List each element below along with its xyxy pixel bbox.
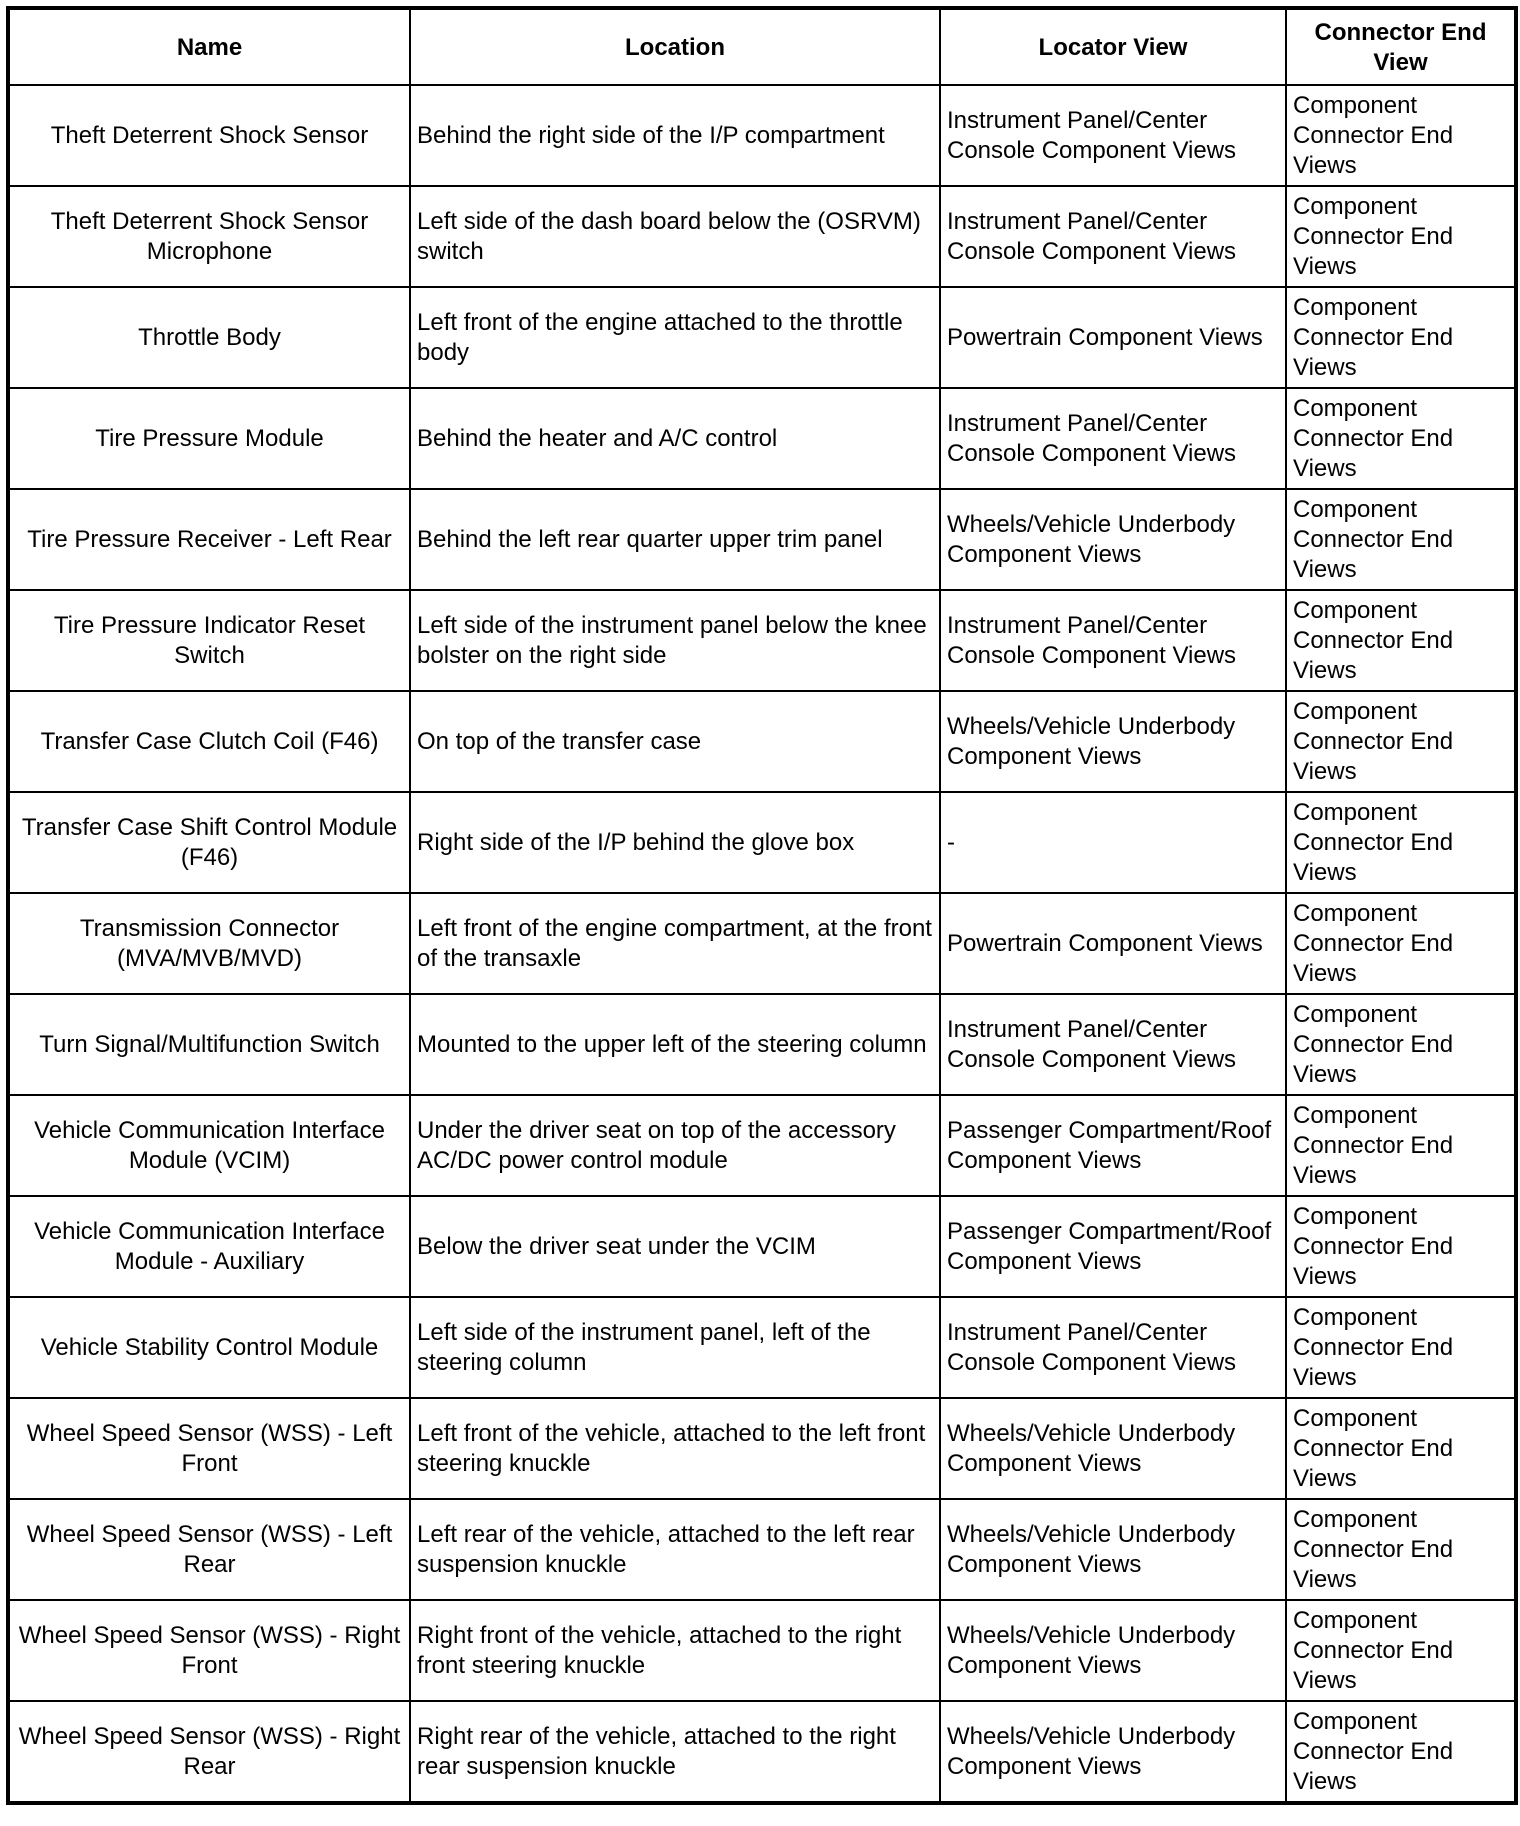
cell-connector-end-view: Component Connector End Views	[1286, 287, 1516, 388]
header-connector-end-view: Connector End View	[1286, 8, 1516, 85]
table-row	[8, 893, 1516, 994]
cell-name: Tire Pressure Module	[8, 388, 410, 489]
cell-location: Behind the heater and A/C control	[410, 388, 940, 489]
table-body	[8, 85, 1516, 1803]
header-locator-view: Locator View	[940, 8, 1286, 85]
cell-name: Wheel Speed Sensor (WSS) - Left Rear	[8, 1499, 410, 1600]
cell-name: Vehicle Stability Control Module	[8, 1297, 410, 1398]
cell-location: Under the driver seat on top of the accessory AC/DC power control module	[410, 1095, 940, 1196]
cell-location: Left front of the engine compartment, at the front of the transaxle	[410, 893, 940, 994]
cell-locator-view: Wheels/Vehicle Underbody Component Views	[940, 489, 1286, 590]
cell-name: Transfer Case Clutch Coil (F46)	[8, 691, 410, 792]
cell-name: Throttle Body	[8, 287, 410, 388]
table-row	[8, 388, 1516, 489]
cell-name: Theft Deterrent Shock Sensor Microphone	[8, 186, 410, 287]
cell-name: Vehicle Communication Interface Module - Auxiliary	[8, 1196, 410, 1297]
cell-name: Wheel Speed Sensor (WSS) - Left Front	[8, 1398, 410, 1499]
cell-connector-end-view: Component Connector End Views	[1286, 691, 1516, 792]
cell-location: Right front of the vehicle, attached to the right front steering knuckle	[410, 1600, 940, 1701]
cell-location: On top of the transfer case	[410, 691, 940, 792]
cell-name: Vehicle Communication Interface Module (VCIM)	[8, 1095, 410, 1196]
table-row	[8, 1499, 1516, 1600]
cell-location: Behind the left rear quarter upper trim panel	[410, 489, 940, 590]
cell-connector-end-view: Component Connector End Views	[1286, 792, 1516, 893]
table-row	[8, 994, 1516, 1095]
cell-connector-end-view: Component Connector End Views	[1286, 893, 1516, 994]
cell-locator-view: Instrument Panel/Center Console Component Views	[940, 186, 1286, 287]
table-row	[8, 792, 1516, 893]
table-row	[8, 1600, 1516, 1701]
cell-name: Turn Signal/Multifunction Switch	[8, 994, 410, 1095]
cell-connector-end-view: Component Connector End Views	[1286, 1499, 1516, 1600]
table-header-row	[8, 8, 1516, 85]
cell-connector-end-view: Component Connector End Views	[1286, 388, 1516, 489]
table-row	[8, 85, 1516, 186]
table-row	[8, 489, 1516, 590]
cell-locator-view: Instrument Panel/Center Console Component Views	[940, 994, 1286, 1095]
cell-connector-end-view: Component Connector End Views	[1286, 1297, 1516, 1398]
cell-locator-view: Powertrain Component Views	[940, 287, 1286, 388]
cell-location: Right rear of the vehicle, attached to the right rear suspension knuckle	[410, 1701, 940, 1803]
cell-location: Left side of the instrument panel, left of the steering column	[410, 1297, 940, 1398]
cell-locator-view: Wheels/Vehicle Underbody Component Views	[940, 1701, 1286, 1803]
cell-location: Behind the right side of the I/P compartment	[410, 85, 940, 186]
cell-connector-end-view: Component Connector End Views	[1286, 590, 1516, 691]
cell-connector-end-view: Component Connector End Views	[1286, 994, 1516, 1095]
cell-locator-view: Wheels/Vehicle Underbody Component Views	[940, 1600, 1286, 1701]
cell-locator-view: -	[940, 792, 1286, 893]
cell-locator-view: Instrument Panel/Center Console Component Views	[940, 85, 1286, 186]
table-row	[8, 691, 1516, 792]
header-location: Location	[410, 8, 940, 85]
cell-location: Left front of the vehicle, attached to the left front steering knuckle	[410, 1398, 940, 1499]
cell-location: Mounted to the upper left of the steering column	[410, 994, 940, 1095]
table-row	[8, 287, 1516, 388]
cell-connector-end-view: Component Connector End Views	[1286, 1398, 1516, 1499]
cell-location: Left rear of the vehicle, attached to the left rear suspension knuckle	[410, 1499, 940, 1600]
cell-connector-end-view: Component Connector End Views	[1286, 1600, 1516, 1701]
cell-location: Below the driver seat under the VCIM	[410, 1196, 940, 1297]
table-row	[8, 1398, 1516, 1499]
cell-locator-view: Instrument Panel/Center Console Component Views	[940, 1297, 1286, 1398]
table-row	[8, 590, 1516, 691]
cell-locator-view: Instrument Panel/Center Console Component Views	[940, 388, 1286, 489]
cell-connector-end-view: Component Connector End Views	[1286, 489, 1516, 590]
table-row	[8, 1297, 1516, 1398]
cell-connector-end-view: Component Connector End Views	[1286, 1095, 1516, 1196]
cell-name: Transfer Case Shift Control Module (F46)	[8, 792, 410, 893]
cell-locator-view: Passenger Compartment/Roof Component Views	[940, 1196, 1286, 1297]
cell-location: Left side of the dash board below the (OSRVM) switch	[410, 186, 940, 287]
cell-locator-view: Wheels/Vehicle Underbody Component Views	[940, 1499, 1286, 1600]
cell-connector-end-view: Component Connector End Views	[1286, 1196, 1516, 1297]
cell-location: Right side of the I/P behind the glove box	[410, 792, 940, 893]
cell-locator-view: Wheels/Vehicle Underbody Component Views	[940, 1398, 1286, 1499]
cell-locator-view: Wheels/Vehicle Underbody Component Views	[940, 691, 1286, 792]
table-row	[8, 1196, 1516, 1297]
cell-connector-end-view: Component Connector End Views	[1286, 85, 1516, 186]
cell-location: Left side of the instrument panel below the knee bolster on the right side	[410, 590, 940, 691]
cell-connector-end-view: Component Connector End Views	[1286, 1701, 1516, 1803]
cell-locator-view: Powertrain Component Views	[940, 893, 1286, 994]
table-row	[8, 186, 1516, 287]
component-locator-table	[6, 6, 1518, 1805]
cell-name: Transmission Connector (MVA/MVB/MVD)	[8, 893, 410, 994]
cell-name: Tire Pressure Receiver - Left Rear	[8, 489, 410, 590]
cell-name: Tire Pressure Indicator Reset Switch	[8, 590, 410, 691]
cell-name: Wheel Speed Sensor (WSS) - Right Front	[8, 1600, 410, 1701]
cell-locator-view: Passenger Compartment/Roof Component Views	[940, 1095, 1286, 1196]
header-name: Name	[8, 8, 410, 85]
cell-location: Left front of the engine attached to the throttle body	[410, 287, 940, 388]
cell-locator-view: Instrument Panel/Center Console Component Views	[940, 590, 1286, 691]
cell-connector-end-view: Component Connector End Views	[1286, 186, 1516, 287]
table-row	[8, 1095, 1516, 1196]
cell-name: Theft Deterrent Shock Sensor	[8, 85, 410, 186]
cell-name: Wheel Speed Sensor (WSS) - Right Rear	[8, 1701, 410, 1803]
table-row	[8, 1701, 1516, 1803]
